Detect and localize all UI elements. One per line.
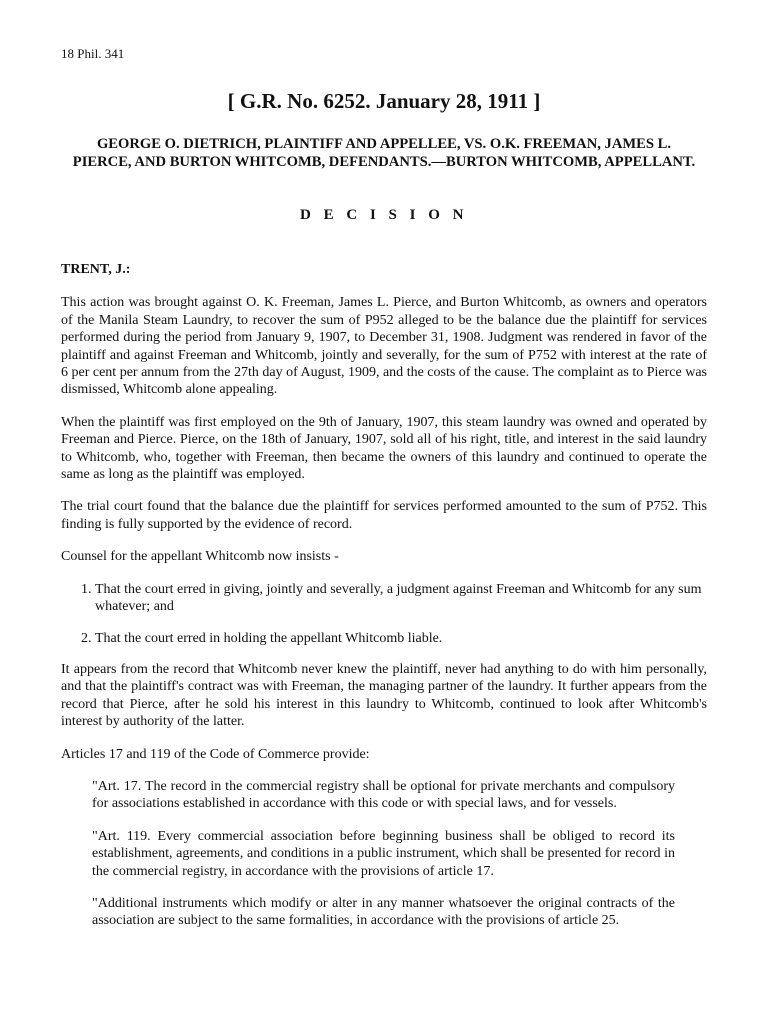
paragraph-2: When the plaintiff was first employed on the 9th of January, 1907, this steam laundry was owned and operated by Freeman and Pierce. Pierce, on the 18th of January, 1907, sold all of his right, title, and interest in the said laundry to Whitcomb, who, together with Freeman, then became the owners of this laundry and continued to operate the same as long as the plaintiff was employed. <box>61 414 707 483</box>
error-assignments-list <box>61 581 707 647</box>
quote-additional-instruments: "Additional instruments which modify or alter in any manner whatsoever the original contracts of the association are subject to the same formalities, in accordance with the provisions of article 25. <box>92 895 675 929</box>
opinion-body <box>61 261 707 945</box>
paragraph-5: It appears from the record that Whitcomb never knew the plaintiff, never had anything to do with him personally, and that the plaintiff's contract was with Freeman, the managing partner of the laundry. It further appears from the record that Pierce, after he sold his interest in this laundry to Whitcomb, continued to look after Whitcomb's interest by authority of the latter. <box>61 661 707 730</box>
quote-article-119: "Art. 119. Every commercial association before beginning business shall be obliged to record its establishment, agreements, and conditions in a public instrument, which shall be presented for record in the commercial registry, in accordance with the provisions of article 17. <box>92 828 675 879</box>
case-parties: GEORGE O. DIETRICH, PLAINTIFF AND APPELLEE, VS. O.K. FREEMAN, JAMES L. PIERCE, AND BURTON WHITCOMB, DEFENDANTS.—BURTON WHITCOMB, APPELLANT. <box>72 136 696 170</box>
list-item: 1. That the court erred in giving, jointly and severally, a judgment against Freeman and Whitcomb for any sum whatever; and <box>95 581 707 616</box>
judge-name: TRENT, J.: <box>61 262 131 277</box>
paragraph-3: The trial court found that the balance due the plaintiff for services performed amounted to the sum of P752. This finding is fully supported by the evidence of record. <box>61 499 707 532</box>
decision-heading: D E C I S I O N <box>300 207 468 223</box>
paragraph-4: Counsel for the appellant Whitcomb now insists - <box>61 549 339 565</box>
case-citation: 18 Phil. 341 <box>61 46 125 61</box>
case-title: [ G.R. No. 6252. January 28, 1911 ] <box>227 89 541 113</box>
quote-article-17: "Art. 17. The record in the commercial registry shall be optional for private merchants and compulsory for associations established in accordance with this code or with special laws, and for vessels. <box>92 778 675 812</box>
list-item: 2. That the court erred in holding the appellant Whitcomb liable. <box>95 630 707 647</box>
paragraph-6: Articles 17 and 119 of the Code of Commerce provide: <box>61 746 370 762</box>
paragraph-1: This action was brought against O. K. Freeman, James L. Pierce, and Burton Whitcomb, as owners and operators of the Manila Steam Laundry, to recover the sum of P952 alleged to be the balance due the plaintiff for services performed during the period from January 9, 1907, to December 31, 1908. Judgment was rendered in favor of the plaintiff and against Freeman and Whitcomb, jointly and severally, for the sum of P752 with interest at the rate of 6 per cent per annum from the 27th day of August, 1909, and the costs of the cause. The complaint as to Pierce was dismissed, Whitcomb alone appealing. <box>61 295 707 398</box>
